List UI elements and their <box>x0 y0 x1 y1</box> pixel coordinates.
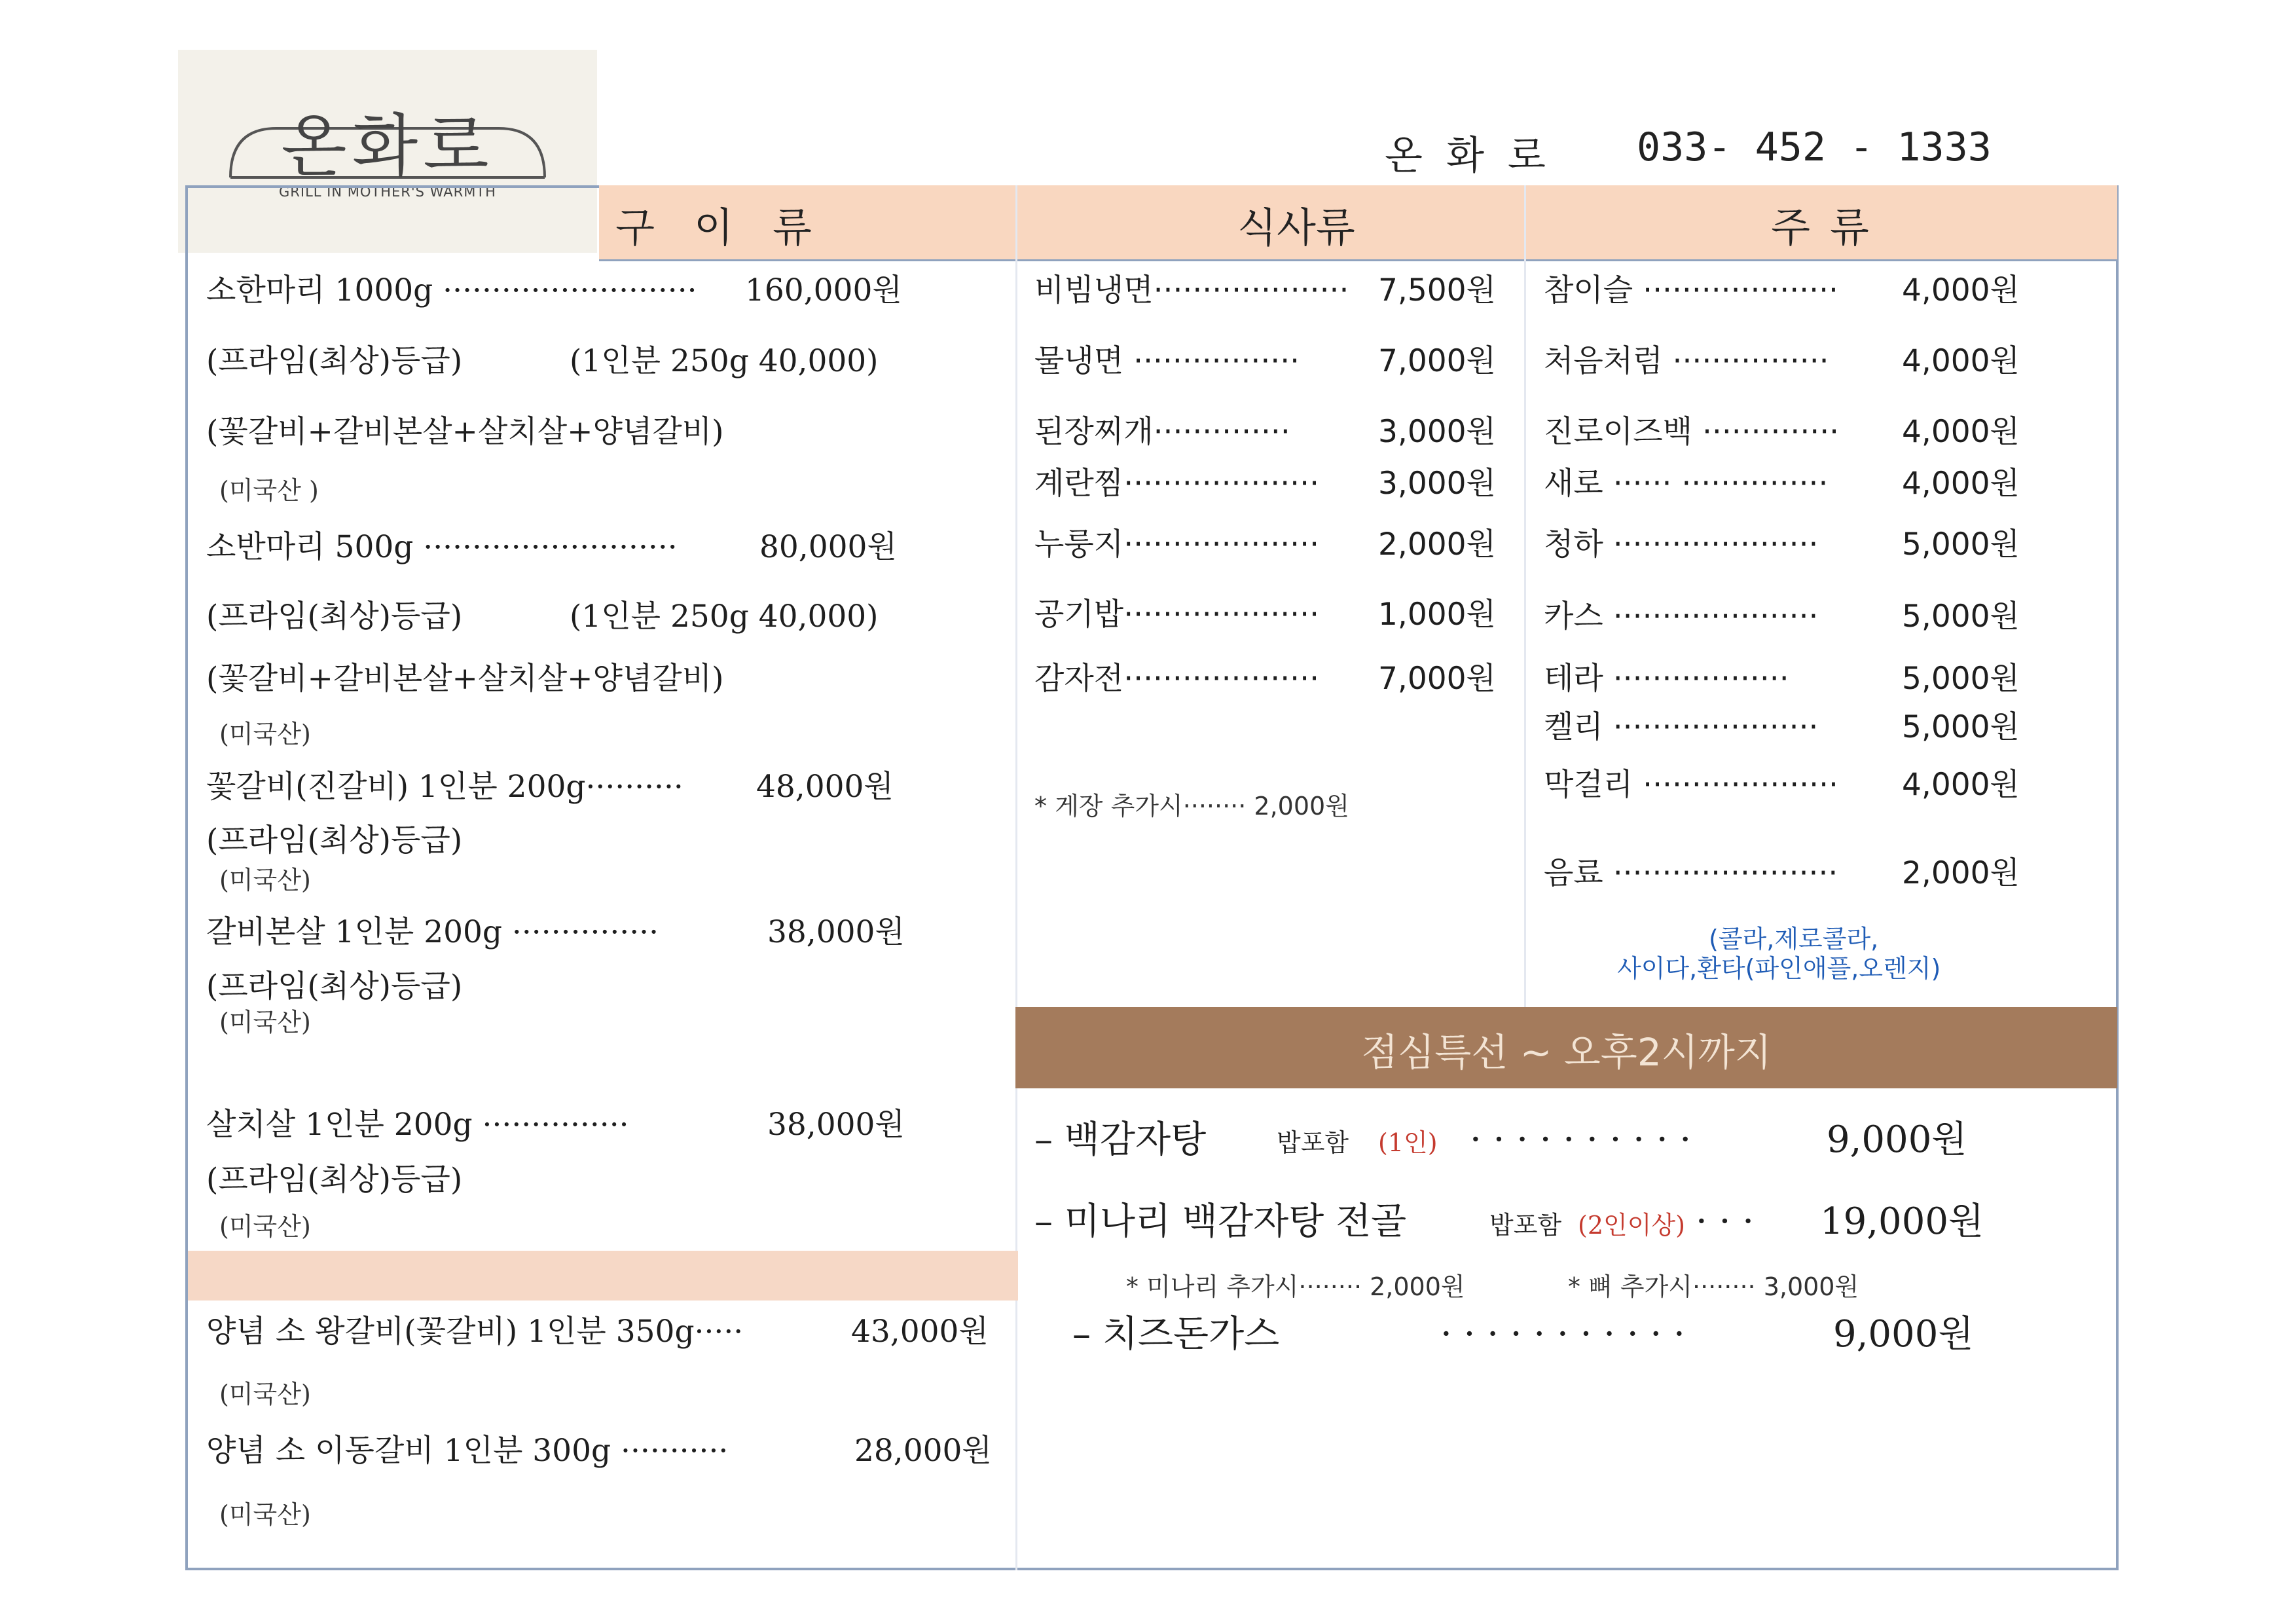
grill-item-1-name: 소한마리 1000g ·························· <box>206 272 697 308</box>
drink-item-5-name: 청하 ····················· <box>1544 526 1819 563</box>
meal-item-6-price: 1,000원 <box>1378 597 1496 633</box>
grill-item-1-grade: (프라임(최상)등급) <box>206 343 463 379</box>
grill-item-2-desc: (꽃갈비+갈비본살+살치살+양념갈비) <box>206 661 724 697</box>
drink-item-9-name: 막걸리 ···················· <box>1544 767 1838 803</box>
lunch-item-3-name: – 치즈돈가스 <box>1072 1313 1280 1356</box>
grill-item-7-name: 양념 소 이동갈비 1인분 300g ··········· <box>206 1433 729 1469</box>
grill-item-7-price: 28,000원 <box>854 1433 992 1469</box>
lunch-item-2-price: 19,000원 <box>1820 1200 1984 1243</box>
drink-item-6-price: 5,000원 <box>1902 599 2020 635</box>
grill-divider-band <box>188 1251 1018 1301</box>
drink-item-3-price: 4,000원 <box>1902 414 2020 450</box>
grill-item-2-name: 소반마리 500g ·························· <box>206 529 678 565</box>
grill-item-1-price: 160,000원 <box>745 272 902 308</box>
grill-item-2-price: 80,000원 <box>759 529 897 565</box>
drink-soda-note-1: (콜라,제로콜라, <box>1709 925 1879 953</box>
lunch-item-2-rice: 밥포함 <box>1489 1211 1562 1240</box>
meal-item-5-price: 2,000원 <box>1378 526 1496 563</box>
lunch-item-3-price: 9,000원 <box>1833 1313 1974 1356</box>
header-meal: 식사류 <box>1237 204 1355 251</box>
lunch-item-1-name: – 백감자탕 <box>1034 1118 1207 1161</box>
drink-item-7-name: 테라 ·················· <box>1544 661 1789 697</box>
logo-tagline: GRILL IN MOTHER'S WARMTH <box>279 184 496 200</box>
grill-item-6-price: 43,000원 <box>851 1314 989 1350</box>
lunch-item-1-rice: 밥포함 <box>1277 1128 1349 1157</box>
meal-item-1-price: 7,500원 <box>1378 272 1496 308</box>
drink-item-4-name: 새로 ······ ··············· <box>1544 466 1829 502</box>
grill-item-3-price: 48,000원 <box>756 769 894 805</box>
drink-item-7-price: 5,000원 <box>1902 661 2020 697</box>
drink-item-8-price: 5,000원 <box>1902 709 2020 745</box>
restaurant-name: 온화로 <box>1385 133 1569 179</box>
lunch-note-bone: * 뼈 추가시········ 3,000원 <box>1568 1272 1859 1301</box>
grill-item-2-portion: (1인분 250g 40,000) <box>570 599 879 635</box>
drink-item-8-name: 켈리 ····················· <box>1544 709 1819 745</box>
lunch-note-minari: * 미나리 추가시········ 2,000원 <box>1126 1272 1465 1301</box>
meal-item-3-price: 3,000원 <box>1378 414 1496 450</box>
header-drink: 주류 <box>1771 204 1889 251</box>
grill-item-5-name: 살치살 1인분 200g ··············· <box>206 1107 629 1143</box>
logo-text: 온화로 <box>281 106 494 186</box>
grill-item-1-desc: (꽃갈비+갈비본살+살치살+양념갈비) <box>206 414 724 450</box>
drink-item-1-price: 4,000원 <box>1902 272 2020 308</box>
meal-item-5-name: 누룽지···················· <box>1034 526 1320 563</box>
grill-item-7-origin: (미국산) <box>219 1500 311 1529</box>
grill-item-1-origin: (미국산 ) <box>219 476 319 505</box>
drink-item-1-name: 참이슬 ···················· <box>1544 272 1838 308</box>
column-divider-2 <box>1524 185 1526 1007</box>
meal-item-7-name: 감자전···················· <box>1034 661 1320 697</box>
meal-item-3-name: 된장찌개·············· <box>1034 414 1290 450</box>
grill-item-4-name: 갈비본살 1인분 200g ··············· <box>206 914 659 950</box>
phone-number: 033- 452 - 1333 <box>1637 124 1992 170</box>
meal-item-7-price: 7,000원 <box>1378 661 1496 697</box>
drink-item-9-price: 4,000원 <box>1902 767 2020 803</box>
drink-item-2-name: 처음처럼 ················ <box>1544 343 1829 379</box>
drink-item-6-name: 카스 ····················· <box>1544 599 1819 635</box>
grill-item-5-price: 38,000원 <box>767 1107 905 1143</box>
grill-item-2-origin: (미국산) <box>219 720 311 748</box>
meal-item-4-name: 계란찜···················· <box>1034 466 1320 502</box>
meal-crab-note: * 게장 추가시········ 2,000원 <box>1034 792 1349 821</box>
drink-item-4-price: 4,000원 <box>1902 466 2020 502</box>
grill-item-5-grade: (프라임(최상)등급) <box>206 1162 463 1198</box>
grill-item-3-origin: (미국산) <box>219 866 311 895</box>
grill-item-3-grade: (프라임(최상)등급) <box>206 822 463 858</box>
lunch-item-1-dots: · · · · · · · · · · <box>1470 1118 1692 1161</box>
lunch-item-2-name: – 미나리 백감자탕 전골 <box>1034 1200 1407 1243</box>
drink-item-5-price: 5,000원 <box>1902 526 2020 563</box>
grill-item-6-origin: (미국산) <box>219 1380 311 1409</box>
meal-item-2-price: 7,000원 <box>1378 343 1496 379</box>
meal-item-1-name: 비빔냉면···················· <box>1034 272 1349 308</box>
meal-item-4-price: 3,000원 <box>1378 466 1496 502</box>
grill-item-4-grade: (프라임(최상)등급) <box>206 969 463 1005</box>
grill-item-2-grade: (프라임(최상)등급) <box>206 599 463 635</box>
lunch-item-2-qty: (2인이상) <box>1578 1211 1685 1240</box>
lunch-item-1-price: 9,000원 <box>1827 1118 1967 1161</box>
drink-item-2-price: 4,000원 <box>1902 343 2020 379</box>
lunch-item-1-qty: (1인) <box>1378 1128 1438 1157</box>
grill-item-5-origin: (미국산) <box>219 1212 311 1241</box>
grill-item-6-name: 양념 소 왕갈비(꽃갈비) 1인분 350g····· <box>206 1314 744 1350</box>
meal-item-6-name: 공기밥···················· <box>1034 597 1320 633</box>
drink-item-3-name: 진로이즈백 ·············· <box>1544 414 1840 450</box>
lunch-item-3-dots: · · · · · · · · · · · <box>1440 1313 1685 1356</box>
grill-item-4-price: 38,000원 <box>767 914 905 950</box>
column-divider-1 <box>1015 185 1017 1007</box>
header-grill: 구이류 <box>615 204 851 251</box>
column-divider-1b <box>1015 1088 1017 1570</box>
grill-item-3-name: 꽃갈비(진갈비) 1인분 200g·········· <box>206 769 683 805</box>
grill-item-4-origin: (미국산) <box>219 1008 311 1037</box>
drink-item-10-name: 음료 ······················· <box>1544 855 1838 891</box>
lunch-item-2-dots: · · · <box>1696 1200 1755 1243</box>
grill-item-1-portion: (1인분 250g 40,000) <box>570 343 879 379</box>
drink-soda-note-2: 사이다,환타(파인애플,오렌지) <box>1617 954 1941 983</box>
lunch-title: 점심특선 ~ 오후2시까지 <box>1361 1030 1772 1075</box>
drink-item-10-price: 2,000원 <box>1902 855 2020 891</box>
meal-item-2-name: 물냉면 ················· <box>1034 343 1300 379</box>
